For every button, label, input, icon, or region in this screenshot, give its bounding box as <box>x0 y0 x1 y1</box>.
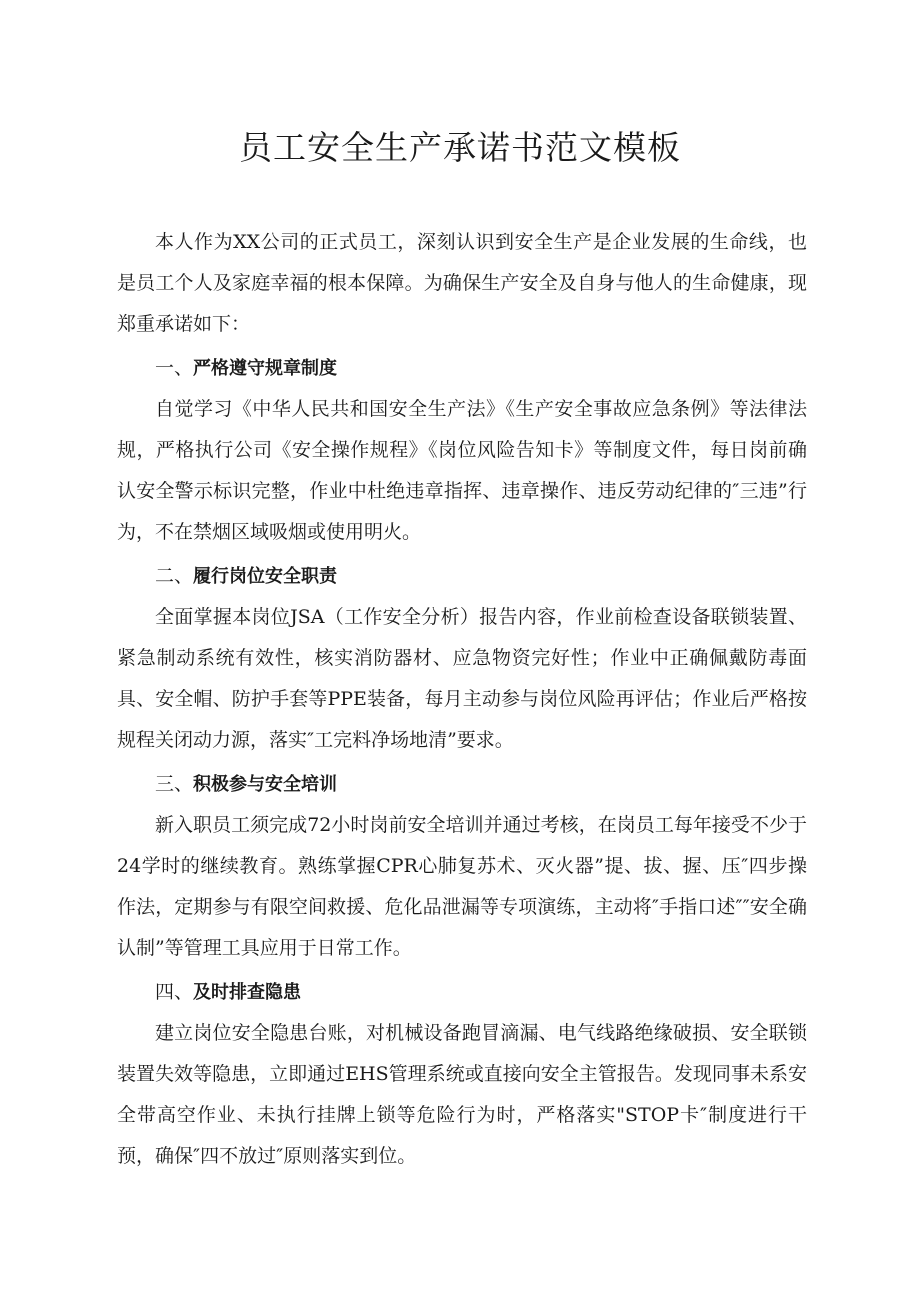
section-number: 三、 <box>155 773 194 795</box>
section-heading-1 <box>117 348 807 389</box>
section-title: 及时排查隐患 <box>193 982 302 1003</box>
section-number: 一、 <box>155 357 194 379</box>
section-title: 严格遵守规章制度 <box>193 358 338 379</box>
section-title: 履行岗位安全职责 <box>193 566 338 587</box>
intro-paragraph: 本人作为XX公司的正式员工，深刻认识到安全生产是企业发展的生命线，也是员工个人及家庭幸福的根本保障。为确保生产安全及自身与他人的生命健康，现郑重承诺如下： <box>117 231 807 335</box>
section-body-4: 建立岗位安全隐患台账，对机械设备跑冒滴漏、电气线路绝缘破损、安全联锁装置失效等隐患，立即通过EHS管理系统或直接向安全主管报告。发现同事未系安全带高空作业、未执行挂牌上锁等危险行为时，严格落实"STOP卡″制度进行干预，确保″四不放过″原则落实到位。 <box>117 1022 807 1167</box>
section-body-3: 新入职员工须完成72小时岗前安全培训并通过考核，在岗员工每年接受不少于24学时的继续教育。熟练掌握CPR心肺复苏术、灭火器”提、拔、握、压″四步操作法，定期参与有限空间救援、危化品泄漏等专项演练，主动将″手指口述″″安全确认制”等管理工具应用于日常工作。 <box>117 814 807 959</box>
section-body-1: 自觉学习《中华人民共和国安全生产法》《生产安全事故应急条例》等法律法规，严格执行公司《安全操作规程》《岗位风险告知卡》等制度文件，每日岗前确认安全警示标识完整，作业中杜绝违章指挥、违章操作、违反劳动纪律的″三违”行为，不在禁烟区域吸烟或使用明火。 <box>117 398 807 543</box>
section-body-2: 全面掌握本岗位JSA（工作安全分析）报告内容，作业前检查设备联锁装置、紧急制动系统有效性，核实消防器材、应急物资完好性；作业中正确佩戴防毒面具、安全帽、防护手套等PPE装备，每月主动参与岗位风险再评估；作业后严格按规程关闭动力源，落实″工完料净场地清”要求。 <box>117 606 807 751</box>
page-title: 员工安全生产承诺书范文模板 <box>239 128 681 167</box>
section-heading-4 <box>117 972 807 1013</box>
section-number: 四、 <box>155 981 194 1003</box>
section-number: 二、 <box>155 565 194 587</box>
section-title: 积极参与安全培训 <box>193 774 338 795</box>
section-heading-2 <box>117 556 807 597</box>
section-heading-3 <box>117 764 807 805</box>
document-body <box>117 222 807 1177</box>
